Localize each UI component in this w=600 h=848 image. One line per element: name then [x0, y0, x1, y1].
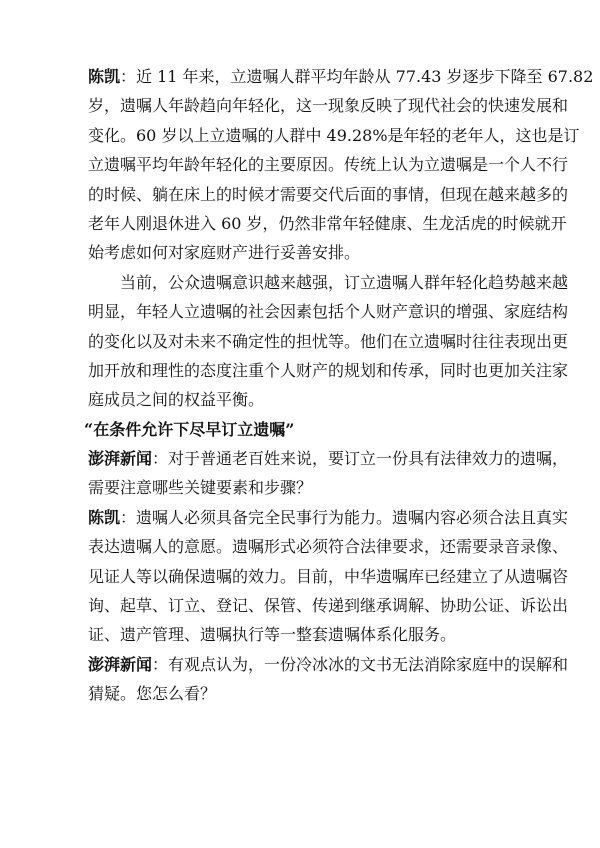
- text-line: 变化。60 岁以上立遗嘱的人群中 49.28%是年轻的老年人，这也是订: [88, 125, 580, 145]
- text-line: 的变化以及对未来不确定性的担忧等。他们在立遗嘱时往往表现出更: [88, 331, 569, 351]
- text-line: 澎湃新闻：对于普通老百姓来说，要订立一份具有法律效力的遗嘱，: [88, 449, 569, 469]
- text-line: 明显，年轻人立遗嘱的社会因素包括个人财产意识的增强、家庭结构: [88, 302, 569, 322]
- text-line: 始考虑如何对家庭财产进行妥善安排。: [88, 243, 361, 263]
- text-line: 岁，遗嘱人年龄趋向年轻化，这一现象反映了现代社会的快速发展和: [88, 96, 569, 116]
- text-line: 加开放和理性的态度注重个人财产的规划和传承，同时也更加关注家: [88, 360, 569, 380]
- text-line: 询、起草、订立、登记、保管、传递到继承调解、协助公证、诉讼出: [88, 596, 569, 616]
- section-heading: “在条件允许下尽早订立遗嘱”: [84, 419, 295, 439]
- text-line: 表达遗嘱人的意愿。遗嘱形式必须符合法律要求，还需要录音录像、: [88, 537, 569, 557]
- paragraph-pengpai-question-1: [88, 444, 569, 503]
- article-body: [84, 62, 594, 709]
- text-line: 立遗嘱平均年龄年轻化的主要原因。传统上认为立遗嘱是一个人不行: [88, 155, 569, 175]
- speaker-label: 澎湃新闻: [88, 654, 153, 674]
- paragraph-chen-answer-3: [88, 503, 569, 650]
- text-line: 陈凯：近 11 年来，立遗嘱人群平均年龄从 77.43 岁逐步下降至 67.82: [88, 67, 594, 86]
- text-line: 当前，公众遗嘱意识越来越强，订立遗嘱人群年轻化趋势越来越: [120, 272, 569, 292]
- text-line: 猜疑。您怎么看？: [88, 684, 217, 704]
- paragraph-pengpai-question-2: [88, 650, 569, 709]
- speaker-label: 陈凯: [88, 507, 121, 527]
- text-line: 证、遗产管理、遗嘱执行等一整套遗嘱体系化服务。: [88, 625, 457, 645]
- text-line: 需要注意哪些关键要素和步骤？: [88, 478, 313, 498]
- text-line: 的时候、躺在床上的时候才需要交代后面的事情，但现在越来越多的: [88, 184, 569, 204]
- text-line: 老年人刚退休进入 60 岁，仍然非常年轻健康、生龙活虎的时候就开: [88, 213, 567, 233]
- speaker-label: 澎湃新闻: [88, 449, 153, 469]
- text-line: 庭成员之间的权益平衡。: [88, 390, 265, 410]
- text-line: 陈凯：遗嘱人必须具备完全民事行为能力。遗嘱内容必须合法且真实: [88, 507, 569, 527]
- speaker-label: 陈凯: [88, 67, 121, 86]
- text-line: 见证人等以确保遗嘱的效力。目前，中华遗嘱库已经建立了从遗嘱咨: [88, 566, 569, 586]
- paragraph-chen-answer-1: [88, 62, 594, 268]
- paragraph-chen-answer-2: [88, 268, 569, 415]
- text-line: 澎湃新闻：有观点认为，一份冷冰冰的文书无法消除家庭中的误解和: [88, 654, 569, 674]
